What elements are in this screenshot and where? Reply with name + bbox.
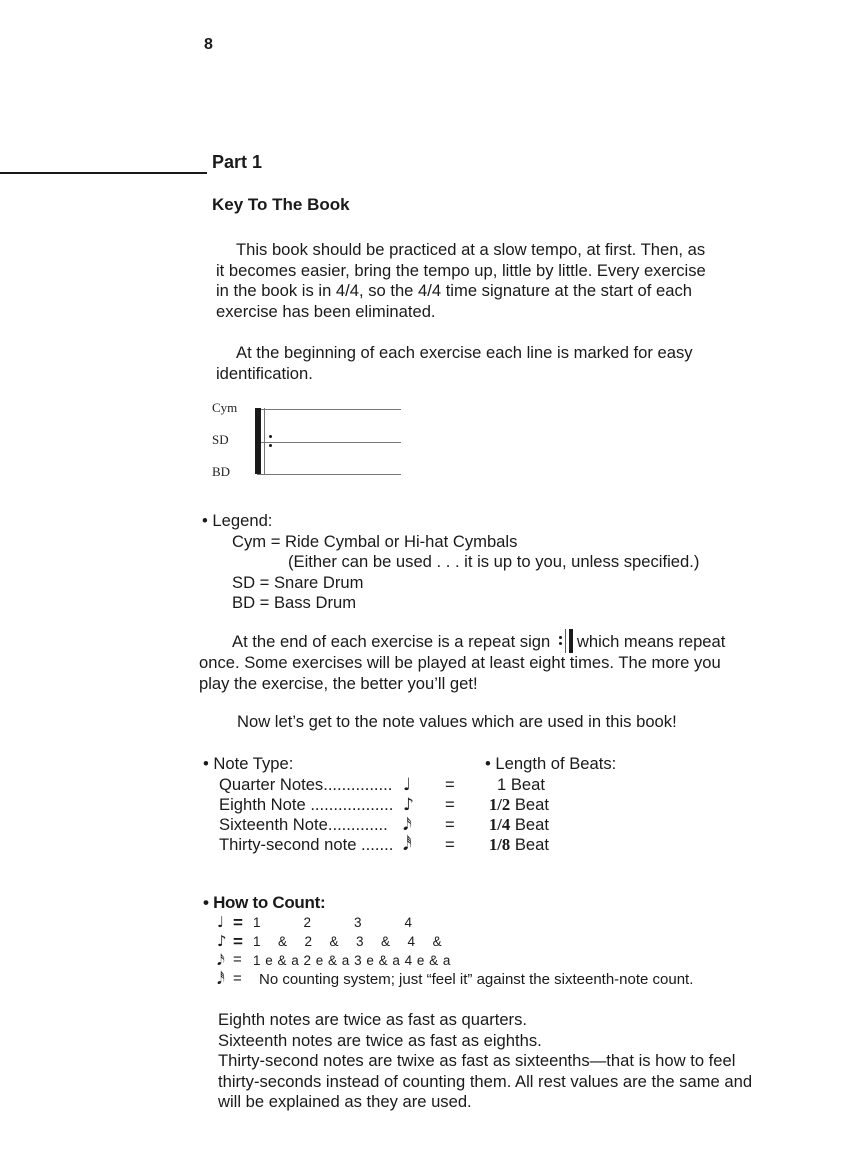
repeat-sign-icon	[557, 629, 575, 653]
staff-label-sd: SD	[212, 432, 229, 447]
count-row-quarter: ♩ = 1 2 3 4	[217, 913, 413, 932]
legend-item-sd: SD = Snare Drum	[232, 572, 364, 592]
page-number: 8	[204, 36, 213, 53]
legend-item-cym-note: (Either can be used . . . it is up to you, unless specified.)	[288, 552, 700, 571]
note-row: Thirty-second note ....... 𝅘𝅥𝅰 = 1/8 Beat	[219, 835, 549, 855]
staff-line-sd	[257, 442, 401, 443]
staff-line-bd	[257, 474, 401, 475]
start-repeat-thin-bar	[264, 408, 265, 474]
section-rule	[0, 172, 207, 174]
count-row-thirty-second: 𝅘𝅥𝅰 = No counting system; just “feel it” against the sixteenth-note count.	[217, 970, 694, 988]
legend-heading: • Legend:	[202, 511, 273, 530]
count-row-eighth: ♪ = 1 & 2 & 3 & 4 &	[217, 932, 443, 951]
staff-label-cym: Cym	[212, 400, 238, 415]
intro-paragraph-1: This book should be practiced at a slow tempo, at first. Then, as it becomes easier, bring the tempo up, little by little. Every exercise in the book is in 4/4, so the 4/4 time signature at the start of each exercise has been eliminated.	[216, 240, 706, 321]
repeat-dot-lower	[269, 444, 272, 447]
repeat-dot-upper	[269, 435, 272, 438]
staff-label-bd: BD	[212, 464, 231, 479]
note-table	[203, 754, 803, 864]
note-table-header	[203, 754, 803, 774]
staff-diagram	[205, 398, 405, 483]
legend-item-bd: BD = Bass Drum	[232, 593, 357, 612]
quarter-note-icon: ♩	[403, 775, 412, 795]
length-heading: • Length of Beats:	[485, 754, 617, 773]
eighth-note-icon: ♪	[403, 795, 414, 815]
section-title: Key To The Book	[212, 195, 350, 214]
repeat-paragraph: At the end of each exercise is a repeat sign which means repeat once. Some exercises will be played at least eight times. The more you play the exercise, the better you’ll get!	[199, 629, 759, 694]
thirty-second-note-icon: 𝅘𝅥𝅰	[217, 970, 225, 988]
count-row-sixteenth: 𝅘𝅥𝅯 = 1 e & a 2 e & a 3 e & a 4 e & a	[217, 951, 451, 969]
eighth-note-icon: ♪	[217, 932, 227, 950]
closing-paragraph: Eighth notes are twice as fast as quarters. Sixteenth notes are twice as fast as eighths. Thirty-second notes are twixe as fast as sixteenths—that is how to feel thirty-seconds instead of counting them. All rest values are the same and will be explained as they are used.	[218, 1010, 753, 1111]
how-to-count-heading: • How to Count:	[203, 893, 326, 912]
legend-item-cym: Cym = Ride Cymbal or Hi-hat Cymbals	[232, 531, 518, 551]
thirty-second-note-icon: 𝅘𝅥𝅰	[403, 835, 412, 855]
sixteenth-note-icon: 𝅘𝅥𝅯	[217, 951, 225, 969]
part-title: Part 1	[212, 152, 263, 172]
note-type-heading: • Note Type:	[203, 754, 294, 773]
how-to-count	[203, 893, 823, 990]
note-row: Eighth Note .................. ♪ = 1/2 Beat	[219, 795, 549, 815]
sixteenth-note-icon: 𝅘𝅥𝅯	[403, 815, 412, 835]
legend	[202, 511, 802, 614]
note-row: Sixteenth Note............. 𝅘𝅥𝅯 = 1/4 Beat	[219, 815, 549, 835]
note-row: Quarter Notes............... ♩ = 1 Beat	[219, 775, 545, 795]
start-repeat-thick-bar	[255, 408, 261, 474]
staff-line-cym	[257, 409, 401, 410]
intro-paragraph-2: At the beginning of each exercise each line is marked for easy identification.	[216, 343, 693, 383]
quarter-note-icon: ♩	[217, 913, 225, 931]
note-values-intro: Now let’s get to the note values which are used in this book!	[237, 712, 677, 731]
